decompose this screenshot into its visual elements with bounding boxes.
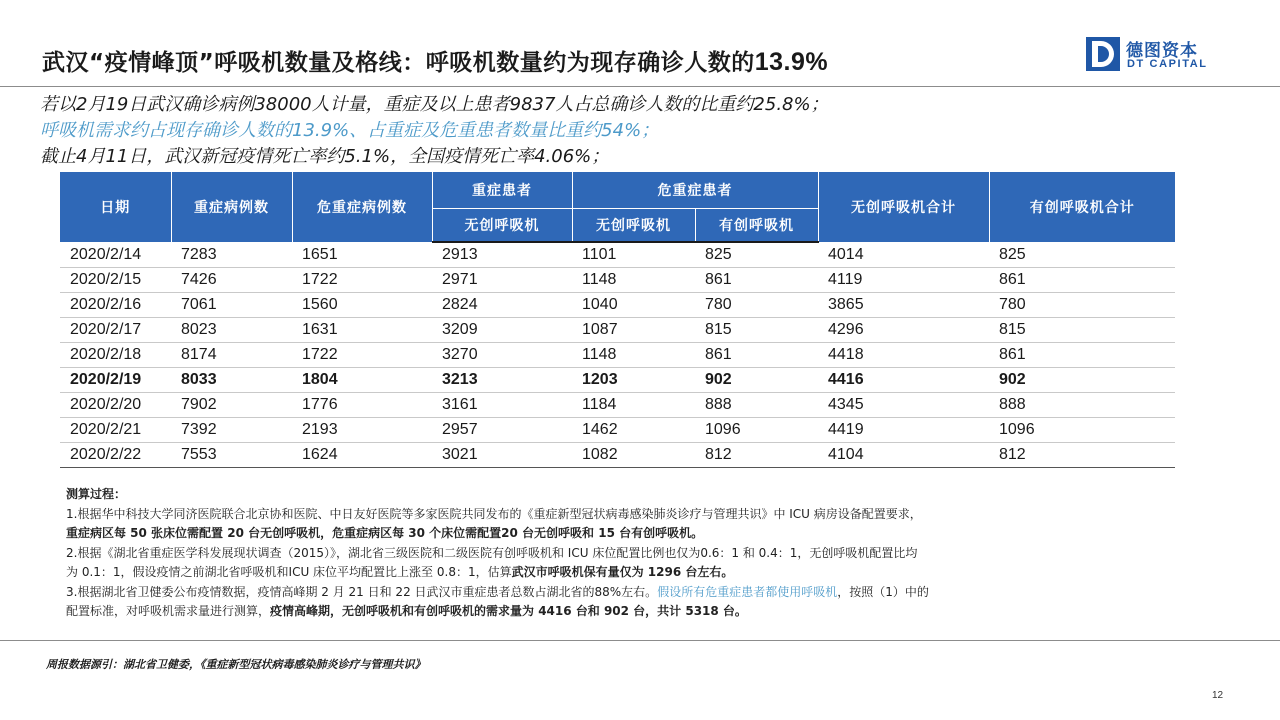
cell-critical-cases: 1624 (292, 442, 432, 467)
cell-severe-cases: 7426 (171, 267, 292, 292)
cell-invasive-total: 861 (989, 342, 1175, 367)
note-3-bold: 疫情高峰期，无创呼吸机和有创呼吸机的需求量为 4416 台和 902 台，共计 5318 台。 (270, 604, 747, 618)
table-row (60, 292, 1175, 317)
cell-critical-invasive: 780 (695, 292, 818, 317)
cell-critical-cases: 1560 (292, 292, 432, 317)
cell-critical-invasive: 861 (695, 267, 818, 292)
cell-invasive-total: 825 (989, 242, 1175, 267)
cell-severe-noninvasive: 2824 (432, 292, 572, 317)
table-row (60, 442, 1175, 467)
note-2-bold: 武汉市呼吸机保有量仅为 1296 台左右。 (511, 565, 734, 579)
cell-noninvasive-total: 4104 (818, 442, 989, 467)
cell-critical-invasive: 888 (695, 392, 818, 417)
note-3-text-post: ，按照（1）中的 (837, 584, 929, 599)
table-row (60, 342, 1175, 367)
cell-date: 2020/2/22 (60, 442, 171, 467)
cell-noninvasive-total: 4296 (818, 317, 989, 342)
cell-severe-noninvasive: 3161 (432, 392, 572, 417)
logo-chinese-name: 德图资本 (1126, 41, 1198, 61)
cell-critical-invasive: 1096 (695, 417, 818, 442)
table-row (60, 417, 1175, 442)
cell-date: 2020/2/15 (60, 267, 171, 292)
cell-critical-invasive: 861 (695, 342, 818, 367)
cell-severe-cases: 7553 (171, 442, 292, 467)
cell-severe-cases: 7061 (171, 292, 292, 317)
cell-invasive-total: 861 (989, 267, 1175, 292)
cell-critical-invasive: 815 (695, 317, 818, 342)
cell-invasive-total: 812 (989, 442, 1175, 467)
cell-severe-noninvasive: 3209 (432, 317, 572, 342)
note-1-line-2 (66, 524, 1216, 544)
cell-severe-noninvasive: 3270 (432, 342, 572, 367)
cell-noninvasive-total: 4345 (818, 392, 989, 417)
note-3-highlight: 假设所有危重症患者都使用呼吸机 (657, 584, 838, 599)
cell-critical-cases: 2193 (292, 417, 432, 442)
table-row-peak (60, 367, 1175, 392)
cell-critical-cases: 1776 (292, 392, 432, 417)
cell-critical-noninvasive: 1184 (572, 392, 695, 417)
cell-critical-noninvasive: 1148 (572, 342, 695, 367)
cell-severe-noninvasive: 2971 (432, 267, 572, 292)
cell-critical-cases: 1631 (292, 317, 432, 342)
cell-noninvasive-total: 4419 (818, 417, 989, 442)
footer-divider (0, 640, 1280, 641)
intro-line-1: 若以2月19日武汉确诊病例38000人计量，重症及以上患者9837人占总确诊人数的比重约25.8%； (40, 94, 829, 115)
cell-critical-cases: 1651 (292, 242, 432, 267)
cell-critical-noninvasive: 1040 (572, 292, 695, 317)
cell-date: 2020/2/18 (60, 342, 171, 367)
cell-severe-noninvasive: 2913 (432, 242, 572, 267)
note-3-line-2 (66, 602, 1216, 622)
header-severe-cases: 重症病例数 (171, 172, 292, 242)
cell-noninvasive-total: 4014 (818, 242, 989, 267)
cell-noninvasive-total: 4119 (818, 267, 989, 292)
ventilator-table (60, 172, 1175, 468)
cell-invasive-total: 780 (989, 292, 1175, 317)
header-critical-noninvasive: 无创呼吸机 (572, 208, 695, 242)
calculation-notes (66, 485, 1216, 622)
header-critical-invasive: 有创呼吸机 (695, 208, 818, 242)
note-3-text: 3.根据湖北省卫健委公布疫情数据，疫情高峰期 2 月 21 日和 22 日武汉市重症患者总数占湖北省的88%左右。 (66, 584, 658, 599)
page-title-percent: 13.9% (754, 48, 829, 76)
cell-invasive-total: 888 (989, 392, 1175, 417)
table-row (60, 267, 1175, 292)
cell-noninvasive-total: 4416 (818, 367, 989, 392)
cell-critical-noninvasive: 1101 (572, 242, 695, 267)
cell-invasive-total: 1096 (989, 417, 1175, 442)
table-row (60, 317, 1175, 342)
note-2-text: 为 0.1：1，假设疫情之前湖北省呼吸机和ICU 床位平均配置比上涨至 0.8：1，估算 (66, 565, 512, 579)
cell-critical-invasive: 825 (695, 242, 818, 267)
cell-severe-noninvasive: 2957 (432, 417, 572, 442)
cell-noninvasive-total: 3865 (818, 292, 989, 317)
cell-severe-cases: 8174 (171, 342, 292, 367)
header-severe-noninvasive: 无创呼吸机 (432, 208, 572, 242)
cell-invasive-total: 902 (989, 367, 1175, 392)
note-3-line-2-text: 配置标准，对呼吸机需求量进行测算， (66, 604, 271, 618)
header-critical-group: 危重症患者 (572, 172, 818, 208)
note-2-line-2 (66, 563, 1216, 583)
cell-date: 2020/2/14 (60, 242, 171, 267)
table-row (60, 242, 1175, 267)
header-critical-cases: 危重症病例数 (292, 172, 432, 242)
cell-severe-noninvasive: 3213 (432, 367, 572, 392)
cell-critical-cases: 1722 (292, 342, 432, 367)
intro-line-3: 截止4月11日，武汉新冠疫情死亡率约5.1%，全国疫情死亡率4.06%； (40, 146, 610, 167)
cell-date: 2020/2/16 (60, 292, 171, 317)
page-title-text: 武汉“疫情峰顶”呼吸机数量及格线：呼吸机数量约为现存确诊人数的 (42, 50, 755, 76)
cell-critical-noninvasive: 1203 (572, 367, 695, 392)
cell-date: 2020/2/20 (60, 392, 171, 417)
note-1-bold: 重症病区每 50 张床位需配置 20 台无创呼吸机，危重症病区每 30 个床位需配置20 台无创呼吸和 15 台有创呼吸机。 (66, 526, 704, 540)
cell-severe-cases: 7392 (171, 417, 292, 442)
cell-severe-noninvasive: 3021 (432, 442, 572, 467)
intro-line-2: 呼吸机需求约占现存确诊人数的13.9%、占重症及危重患者数量比重约54%； (40, 120, 660, 141)
cell-date: 2020/2/21 (60, 417, 171, 442)
cell-severe-cases: 7283 (171, 242, 292, 267)
cell-date: 2020/2/19 (60, 367, 171, 392)
cell-critical-noninvasive: 1082 (572, 442, 695, 467)
notes-heading: 测算过程： (66, 487, 127, 501)
logo-english-name: DT CAPITAL (1127, 58, 1208, 70)
cell-critical-cases: 1804 (292, 367, 432, 392)
header-invasive-total: 有创呼吸机合计 (989, 172, 1175, 242)
cell-severe-cases: 8023 (171, 317, 292, 342)
cell-critical-noninvasive: 1462 (572, 417, 695, 442)
cell-critical-cases: 1722 (292, 267, 432, 292)
note-1-line-1: 1.根据华中科技大学同济医院联合北京协和医院、中日友好医院等多家医院共同发布的《重症新型冠状病毒感染肺炎诊疗与管理共识》中 ICU 病房设备配置要求， (66, 506, 922, 521)
cell-severe-cases: 7902 (171, 392, 292, 417)
note-2-line-1: 2.根据《湖北省重症医学科发展现状调查（2015）》，湖北省三级医院和二级医院有创呼吸机和 ICU 床位配置比例也仅为0.6：1 和 0.4：1，无创呼吸机配置比均 (66, 545, 918, 560)
cell-date: 2020/2/17 (60, 317, 171, 342)
header-noninvasive-total: 无创呼吸机合计 (818, 172, 989, 242)
table-row (60, 392, 1175, 417)
header-divider (0, 86, 1280, 87)
header-date: 日期 (60, 172, 171, 242)
intro-summary (40, 92, 829, 170)
cell-severe-cases: 8033 (171, 367, 292, 392)
data-source-footer: 周报数据源引：湖北省卫健委，《重症新型冠状病毒感染肺炎诊疗与管理共识》 (46, 658, 426, 671)
cell-invasive-total: 815 (989, 317, 1175, 342)
page-number: 12 (1212, 690, 1224, 701)
cell-critical-invasive: 812 (695, 442, 818, 467)
logo-d-icon (1086, 37, 1120, 71)
cell-critical-noninvasive: 1087 (572, 317, 695, 342)
cell-noninvasive-total: 4418 (818, 342, 989, 367)
note-3-line-1 (66, 583, 1216, 603)
cell-critical-noninvasive: 1148 (572, 267, 695, 292)
page-title (42, 44, 828, 77)
cell-critical-invasive: 902 (695, 367, 818, 392)
company-logo (1086, 36, 1216, 74)
header-severe-group: 重症患者 (432, 172, 572, 208)
